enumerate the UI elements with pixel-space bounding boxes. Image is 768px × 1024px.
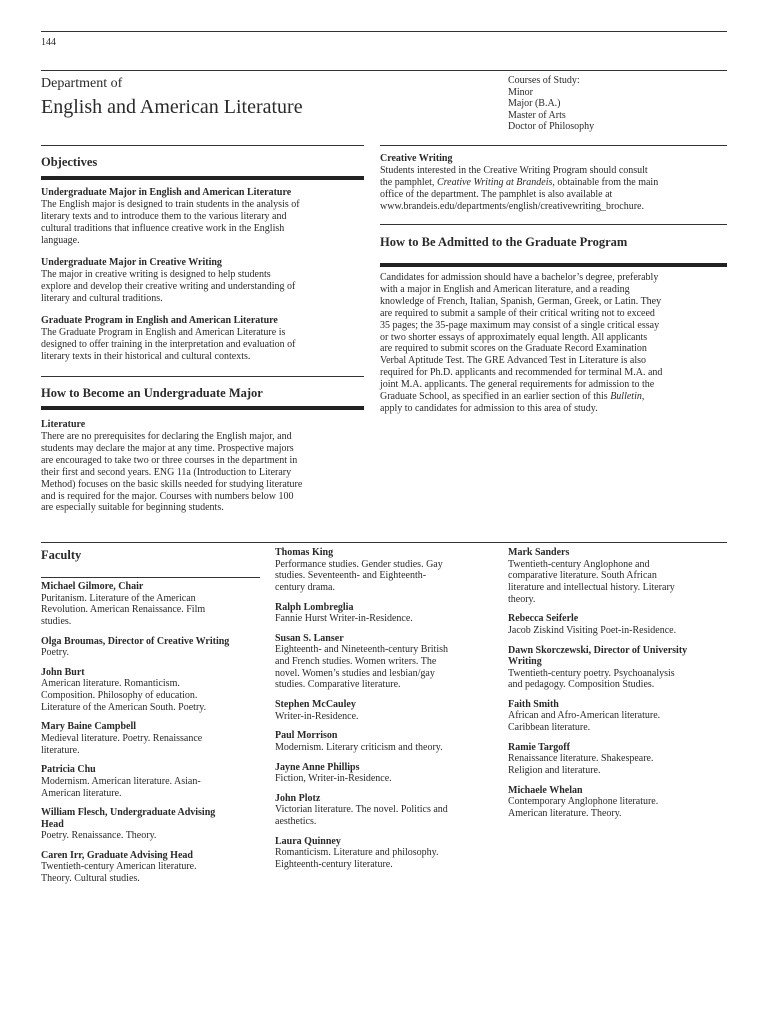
faculty-entry bbox=[275, 836, 503, 871]
faculty-desc: comparative literature. South African bbox=[508, 570, 657, 582]
objective-line: literary and cultural traditions. bbox=[41, 292, 163, 304]
faculty-desc: Eighteenth-century literature. bbox=[275, 858, 393, 870]
faculty-desc: Renaissance literature. Shakespeare. bbox=[508, 753, 654, 765]
faculty-desc: Twentieth-century poetry. Psychoanalysis bbox=[508, 667, 675, 679]
faculty-entry bbox=[41, 764, 266, 799]
body-line: and is required for the major. Courses with numbers below 100 bbox=[41, 490, 294, 502]
faculty-entry bbox=[41, 667, 266, 714]
faculty-name: Michaele Whelan bbox=[508, 784, 583, 796]
faculty-entry bbox=[275, 762, 503, 785]
graduate-heading: How to Be Admitted to the Graduate Program bbox=[380, 235, 628, 249]
faculty-desc: Performance studies. Gender studies. Gay bbox=[275, 558, 443, 570]
body-line: apply to candidates for admission to this area of study. bbox=[380, 402, 598, 414]
body-line: office of the department. The pamphlet is also available at bbox=[380, 188, 613, 200]
faculty-desc: Twentieth-century Anglophone and bbox=[508, 558, 650, 570]
faculty-entry bbox=[275, 793, 503, 828]
faculty-desc: Caribbean literature. bbox=[508, 722, 591, 734]
objectives-bar bbox=[41, 176, 364, 180]
become-major-rule bbox=[41, 376, 364, 377]
graduate-bar bbox=[380, 263, 727, 267]
body-line: Verbal Aptitude Test. The GRE Advanced Test in Literature is also bbox=[380, 355, 647, 367]
faculty-desc: and French studies. Women writers. The bbox=[275, 656, 437, 668]
faculty-desc: Religion and literature. bbox=[508, 765, 601, 777]
body-line: joint M.A. applicants. The general requirements for admission to the bbox=[380, 379, 655, 391]
faculty-desc: theory. bbox=[508, 593, 536, 605]
faculty-entry bbox=[508, 785, 733, 820]
courses-line: Minor bbox=[508, 86, 533, 98]
faculty-name: Susan S. Lanser bbox=[275, 632, 344, 644]
body-line: are encouraged to take two or three courses in the department in bbox=[41, 454, 298, 466]
courses-line: Master of Arts bbox=[508, 109, 566, 121]
faculty-name: Mark Sanders bbox=[508, 547, 570, 558]
faculty-name-cont: Head bbox=[41, 818, 64, 830]
faculty-desc: Jacob Ziskind Visiting Poet-in-Residence. bbox=[508, 624, 677, 636]
creative-writing-subheading: Creative Writing bbox=[380, 153, 453, 164]
faculty-desc: Puritanism. Literature of the American bbox=[41, 592, 196, 604]
body-line: Method) focuses on the basic skills needed for studying literature bbox=[41, 478, 303, 490]
faculty-entry bbox=[275, 547, 503, 594]
faculty-name: Laura Quinney bbox=[275, 835, 341, 847]
objective-title: Undergraduate Major in English and American Literature bbox=[41, 187, 292, 198]
become-major-body bbox=[41, 419, 371, 514]
faculty-desc: Poetry. Renaissance. Theory. bbox=[41, 830, 157, 842]
objectives-body-3 bbox=[41, 315, 371, 363]
faculty-desc: Fannie Hurst Writer-in-Residence. bbox=[275, 613, 413, 625]
objective-line: literary texts in their historical and cultural contexts. bbox=[41, 350, 251, 362]
faculty-desc: Modernism. American literature. Asian- bbox=[41, 775, 201, 787]
faculty-desc: Contemporary Anglophone literature. bbox=[508, 796, 659, 808]
faculty-desc: studies. Seventeenth- and Eighteenth- bbox=[275, 570, 427, 582]
page-number: 144 bbox=[41, 37, 56, 48]
body-line: with a major in English and American literature, and a reading bbox=[380, 283, 630, 295]
faculty-name: Thomas King bbox=[275, 547, 334, 558]
body-line: There are no prerequisites for declaring the English major, and bbox=[41, 431, 292, 442]
body-line: are especially suitable for beginning students. bbox=[41, 502, 224, 514]
become-major-bar bbox=[41, 406, 364, 410]
faculty-heading-rule bbox=[41, 577, 260, 578]
faculty-desc: Revolution. American Renaissance. Film bbox=[41, 604, 206, 616]
literature-subheading: Literature bbox=[41, 419, 86, 430]
faculty-entry bbox=[508, 547, 733, 605]
faculty-desc: Victorian literature. The novel. Politics and bbox=[275, 804, 448, 816]
brochure-link[interactable]: www.brandeis.edu/departments/english/creativewriting_brochure. bbox=[380, 200, 644, 212]
faculty-name: Ramie Targoff bbox=[508, 741, 570, 753]
faculty-name: Patricia Chu bbox=[41, 764, 96, 776]
faculty-name: Rebecca Seiferle bbox=[508, 613, 579, 625]
faculty-name: Faith Smith bbox=[508, 698, 559, 710]
pamphlet-title: Creative Writing at Brandeis bbox=[436, 176, 553, 188]
faculty-desc: century drama. bbox=[275, 581, 335, 593]
text-span: , obtainable from the main bbox=[552, 176, 659, 188]
body-line: are required to submit a sample of their critical writing not to exceed bbox=[380, 307, 655, 319]
faculty-desc: Fiction, Writer-in-Residence. bbox=[275, 773, 392, 785]
objective-line: The major in creative writing is designed to help students bbox=[41, 269, 271, 280]
faculty-name: Ralph Lombreglia bbox=[275, 601, 354, 613]
become-major-heading: How to Become an Undergraduate Major bbox=[41, 386, 263, 400]
faculty-desc: and pedagogy. Composition Studies. bbox=[508, 679, 655, 691]
objectives-body bbox=[41, 187, 371, 247]
courses-line: Major (B.A.) bbox=[508, 98, 561, 109]
text-span: Graduate School, as specified in an earlier section of this bbox=[380, 391, 611, 403]
objective-line: designed to offer training in the interpretation and evaluation of bbox=[41, 338, 296, 350]
faculty-entry bbox=[41, 581, 266, 628]
body-line: students may declare the major at any time. Prospective majors bbox=[41, 442, 294, 454]
body-line bbox=[380, 391, 730, 403]
faculty-desc: aesthetics. bbox=[275, 815, 317, 827]
faculty-name: John Plotz bbox=[275, 792, 321, 804]
faculty-entry bbox=[508, 699, 733, 734]
faculty-name: John Burt bbox=[41, 666, 85, 678]
objective-line: cultural traditions that influence creative work in the English bbox=[41, 222, 285, 234]
faculty-desc: literature and intellectual history. Literary bbox=[508, 581, 675, 593]
faculty-col-3 bbox=[508, 547, 733, 820]
objectives-heading: Objectives bbox=[41, 155, 98, 169]
faculty-col-1 bbox=[41, 581, 266, 885]
faculty-entry bbox=[508, 742, 733, 777]
objective-line: language. bbox=[41, 234, 80, 246]
faculty-desc: Medieval literature. Poetry. Renaissance bbox=[41, 732, 203, 744]
faculty-desc: Modernism. Literary criticism and theory. bbox=[275, 741, 443, 753]
section-rule-left bbox=[41, 145, 364, 146]
dept-prefix: Department of bbox=[41, 76, 123, 91]
faculty-desc: Theory. Cultural studies. bbox=[41, 873, 140, 885]
objective-line: The English major is designed to train students in the analysis of bbox=[41, 199, 300, 210]
faculty-rule bbox=[41, 542, 727, 543]
header-rule bbox=[41, 70, 727, 71]
faculty-entry bbox=[41, 636, 266, 659]
faculty-desc: Literature of the American South. Poetry. bbox=[41, 701, 207, 713]
body-line: are required to submit scores on the Graduate Record Examination bbox=[380, 343, 647, 355]
top-rule bbox=[41, 31, 727, 32]
body-line: Candidates for admission should have a bachelor’s degree, preferably bbox=[380, 272, 659, 283]
faculty-entry bbox=[41, 721, 266, 756]
faculty-desc: American literature. Romanticism. bbox=[41, 678, 180, 690]
graduate-rule bbox=[380, 224, 727, 225]
faculty-name-cont: Writing bbox=[508, 656, 542, 668]
objective-title: Undergraduate Major in Creative Writing bbox=[41, 257, 222, 268]
faculty-entry bbox=[275, 699, 503, 722]
faculty-desc: literature. bbox=[41, 744, 80, 756]
faculty-name: Michael Gilmore, Chair bbox=[41, 581, 144, 592]
objective-line: The Graduate Program in English and American Literature is bbox=[41, 327, 286, 338]
body-line bbox=[380, 177, 730, 189]
body-line: knowledge of French, Italian, Spanish, German, Greek, or Latin. They bbox=[380, 295, 662, 307]
faculty-name: Caren Irr, Graduate Advising Head bbox=[41, 849, 193, 861]
body-line: 35 pages; the 35-page maximum may consist of a single critical essay bbox=[380, 319, 660, 331]
faculty-desc: American literature. bbox=[41, 787, 122, 799]
body-line: required for Ph.D. applicants and recommended for terminal M.A. and bbox=[380, 367, 663, 379]
faculty-name: Paul Morrison bbox=[275, 730, 338, 742]
text-span: , bbox=[641, 391, 645, 403]
faculty-desc: Poetry. bbox=[41, 647, 69, 659]
faculty-desc: studies. Comparative literature. bbox=[275, 679, 401, 691]
objective-line: literary texts and to introduce them to the various literary and bbox=[41, 210, 287, 222]
courses-line: Courses of Study: bbox=[508, 75, 580, 86]
faculty-desc: studies. bbox=[41, 615, 72, 627]
courses-of-study bbox=[508, 75, 594, 133]
faculty-entry bbox=[275, 633, 503, 691]
body-line: their first and second years. ENG 11a (Introduction to Literary bbox=[41, 466, 292, 478]
objective-title: Graduate Program in English and American Literature bbox=[41, 315, 278, 326]
faculty-entry bbox=[41, 807, 266, 842]
faculty-desc: Eighteenth- and Nineteenth-century British bbox=[275, 644, 449, 656]
faculty-name: Jayne Anne Phillips bbox=[275, 761, 360, 773]
faculty-entry bbox=[508, 613, 733, 636]
faculty-heading: Faculty bbox=[41, 548, 82, 562]
body-line: or two shorter essays of approximately equal length. All applicants bbox=[380, 331, 648, 343]
faculty-desc: American literature. Theory. bbox=[508, 807, 622, 819]
faculty-desc: Writer-in-Residence. bbox=[275, 710, 359, 722]
faculty-entry bbox=[41, 850, 266, 885]
faculty-desc: Romanticism. Literature and philosophy. bbox=[275, 847, 439, 859]
faculty-name: Olga Broumas, Director of Creative Writing bbox=[41, 635, 230, 647]
faculty-entry bbox=[508, 645, 733, 691]
body-line: Students interested in the Creative Writing Program should consult bbox=[380, 165, 648, 176]
courses-line: Doctor of Philosophy bbox=[508, 121, 595, 132]
faculty-name: Mary Baine Campbell bbox=[41, 721, 136, 733]
graduate-body bbox=[380, 272, 730, 415]
faculty-name: Dawn Skorczewski, Director of University bbox=[508, 644, 688, 656]
objective-line: explore and develop their creative writing and understanding of bbox=[41, 280, 296, 292]
creative-writing-block bbox=[380, 153, 730, 213]
objectives-body-2 bbox=[41, 257, 371, 305]
faculty-desc: Composition. Philosophy of education. bbox=[41, 690, 198, 702]
text-span: the pamphlet, bbox=[380, 176, 437, 188]
dept-title: English and American Literature bbox=[41, 96, 303, 118]
faculty-desc: Twentieth-century American literature. bbox=[41, 861, 197, 873]
faculty-desc: African and Afro-American literature. bbox=[508, 710, 661, 722]
faculty-name: William Flesch, Undergraduate Advising bbox=[41, 807, 216, 819]
section-rule-right bbox=[380, 145, 727, 146]
faculty-name: Stephen McCauley bbox=[275, 699, 356, 711]
faculty-desc: novel. Women’s studies and lesbian/gay bbox=[275, 667, 435, 679]
bulletin-title: Bulletin bbox=[610, 391, 642, 403]
faculty-col-2 bbox=[275, 547, 503, 871]
faculty-entry bbox=[275, 730, 503, 753]
faculty-entry bbox=[275, 602, 503, 625]
